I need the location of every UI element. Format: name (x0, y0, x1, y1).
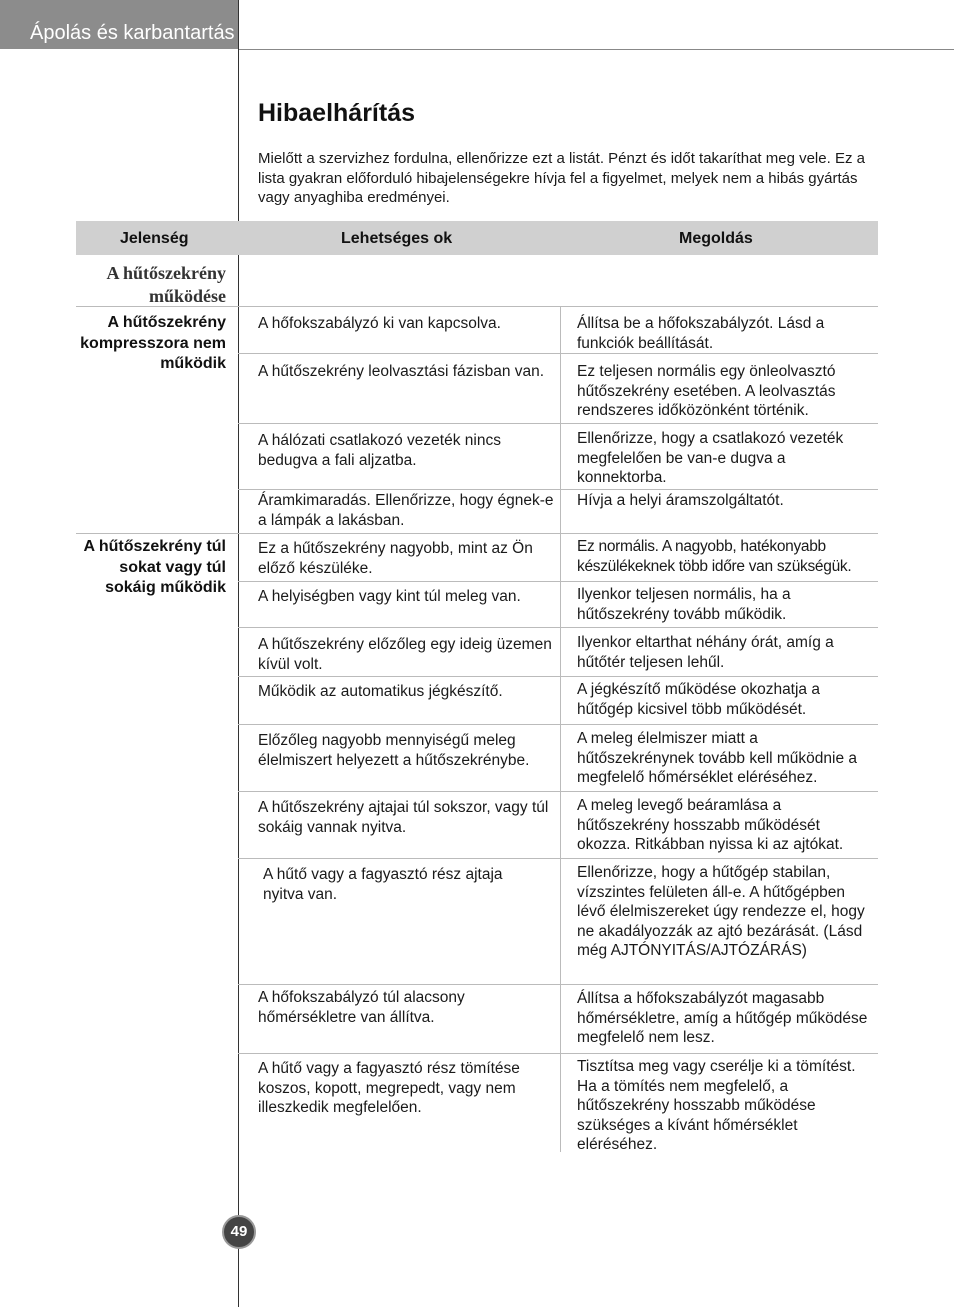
page-number-badge (222, 1215, 256, 1249)
left-column-rule (238, 0, 239, 1307)
cause-cell: A hőfokszabályzó túl alacsony hőmérsékletre van állítva. (258, 989, 465, 1026)
column-divider (560, 306, 561, 1152)
cause-cell: A hűtőszekrény ajtajai túl sokszor, vagy túl sokáig vannak nyitva. (258, 799, 549, 836)
row-divider (238, 306, 878, 307)
solution-cell: A meleg élelmiszer miatt a hűtőszekrénynek tovább kell működnie a megfelelő hőmérséklet eléréséhez. (577, 730, 858, 786)
row-divider (238, 581, 878, 582)
row-divider (238, 353, 878, 354)
cause-cell: Ez a hűtőszekrény nagyobb, mint az Ön előző készüléke. (258, 540, 533, 577)
cause-cell: A hőfokszabályzó ki van kapcsolva. (258, 315, 501, 332)
row-divider (238, 858, 878, 859)
solution-cell: Ez teljesen normális egy önleolvasztó hűtőszekrény esetében. A leolvasztás rendszeres időközönként történik. (577, 363, 836, 419)
column-header-symptom: Jelenség (120, 230, 189, 247)
section-header-label: Ápolás és karbantartás (30, 22, 235, 44)
solution-cell: Állítsa be a hőfokszabályzót. Lásd a funkciók beállítását. (577, 315, 825, 352)
solution-cell: Tisztítsa meg vagy cserélje ki a tömítést. Ha a tömítés nem megfelelő, a hűtőszekrény hosszabb működése szükséges a kívánt hőmérséklet eléréséhez. (577, 1058, 856, 1153)
row-divider (238, 1053, 878, 1054)
row-divider (238, 984, 878, 985)
symptom-label: A hűtőszekrény túl sokat vagy túl sokáig működik (83, 538, 226, 596)
solution-cell: Ilyenkor teljesen normális, ha a hűtőszekrény tovább működik. (577, 586, 791, 623)
table-section-title: A hűtőszekrény működése (106, 263, 226, 306)
page-title: Hibaelhárítás (258, 99, 416, 127)
row-divider (238, 423, 878, 424)
solution-cell: Állítsa a hőfokszabályzót magasabb hőmérsékletre, amíg a hűtőgép működése megfelelő nem lesz. (577, 990, 868, 1046)
row-divider (238, 791, 878, 792)
cause-cell: A helyiségben vagy kint túl meleg van. (258, 588, 521, 605)
page-number: 49 (230, 1223, 248, 1240)
row-divider (238, 489, 878, 490)
column-header-solution: Megoldás (679, 230, 753, 247)
section-header-tab (0, 0, 238, 49)
solution-cell: A jégkészítő működése okozhatja a hűtőgép kicsivel több működését. (577, 681, 820, 718)
cause-cell: A hűtőszekrény leolvasztási fázisban van. (258, 363, 545, 380)
solution-cell: Ellenőrizze, hogy a csatlakozó vezeték megfelelően be van-e dugva a konnektorba. (577, 430, 844, 486)
table-header (76, 221, 878, 255)
cause-cell: A hűtőszekrény előzőleg egy ideig üzemen kívül volt. (258, 636, 552, 673)
row-divider (238, 627, 878, 628)
solution-cell: Ez normális. A nagyobb, hatékonyabb készülékeknek több időre van szükségük. (577, 538, 852, 575)
symptom-label: A hűtőszekrény kompresszora nem működik (80, 314, 226, 372)
row-divider (76, 306, 239, 307)
cause-cell: Előzőleg nagyobb mennyiségű meleg élelmiszert helyezett a hűtőszekrénybe. (258, 732, 530, 769)
solution-cell: A meleg levegő beáramlása a hűtőszekrény hosszabb működését okozza. Ritkábban nyissa ki az ajtókat. (577, 797, 844, 853)
column-header-cause: Lehetséges ok (341, 230, 453, 247)
cause-cell: Működik az automatikus jégkészítő. (258, 683, 503, 700)
header-divider (238, 49, 954, 50)
row-divider (238, 676, 878, 677)
row-divider (238, 724, 878, 725)
cause-cell: A hűtő vagy a fagyasztó rész tömítése koszos, kopott, megrepedt, vagy nem illeszkedik megfelelően. (258, 1060, 520, 1116)
cause-cell: A hálózati csatlakozó vezeték nincs bedugva a fali aljzatba. (258, 432, 501, 469)
solution-cell: Ellenőrizze, hogy a hűtőgép stabilan, vízszintes felületen áll-e. A hűtőgépben lévő élelmiszereket úgy rendezze el, hogy ne akadályozzák az ajtó bezárását. (Lásd még AJTÓNYITÁS/AJTÓZÁRÁS) (577, 864, 865, 959)
cause-cell: Áramkimaradás. Ellenőrizze, hogy égnek-e a lámpák a lakásban. (258, 492, 554, 529)
solution-cell: Hívja a helyi áramszolgáltatót. (577, 492, 784, 509)
group-divider (76, 533, 878, 534)
solution-cell: Ilyenkor eltarthat néhány órát, amíg a hűtőtér teljesen lehűl. (577, 634, 834, 671)
intro-paragraph: Mielőtt a szervizhez fordulna, ellenőrizze ezt a listát. Pénzt és időt takaríthat meg vele. Ez a lista gyakran előforduló hibajelenségekre hívja fel a figyelmet, melyek nem a hibás gyártás vagy anyaghiba eredményei. (258, 150, 865, 206)
cause-cell: A hűtő vagy a fagyasztó rész ajtaja nyitva van. (263, 866, 503, 903)
